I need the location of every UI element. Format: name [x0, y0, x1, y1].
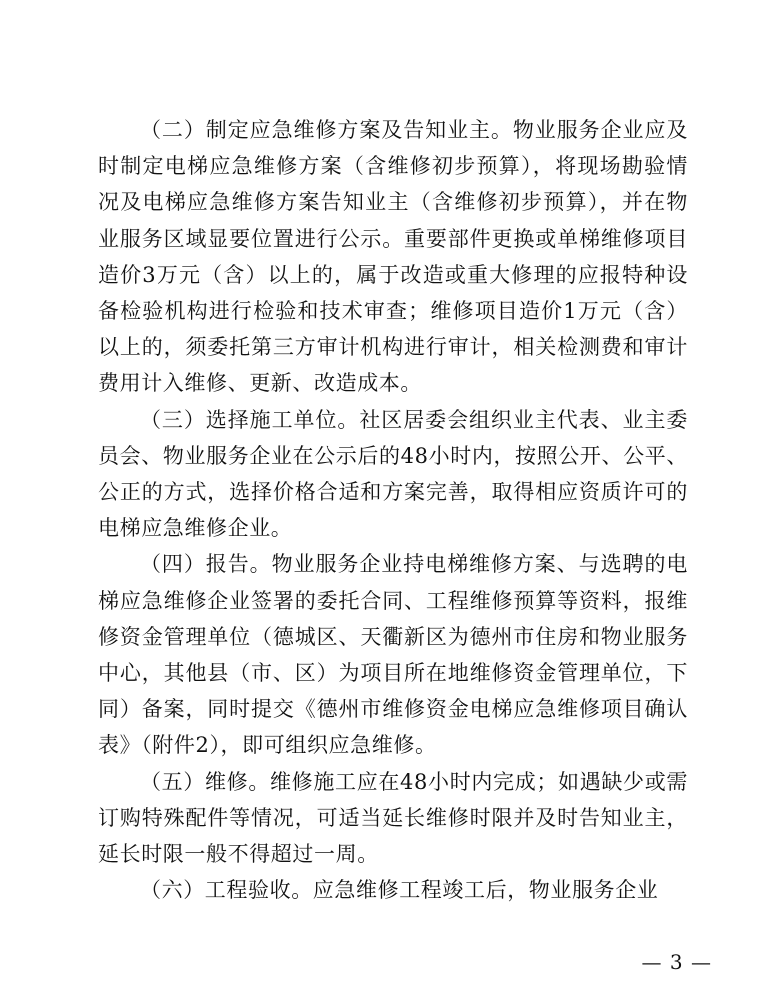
paragraph-report: （四）报告。物业服务企业持电梯维修方案、与选聘的电梯应急维修企业签署的委托合同、工程维修预算等资料，报维修资金管理单位（德城区、天衢新区为德州市住房和物业服务中心，其他县（市、区）为项目所在地维修资金管理单位，下同）备案，同时提交《德州市维修资金电梯应急维修项目确认表》（附件2），即可组织应急维修。 [98, 552, 688, 758]
paragraph-repair: （五）维修。维修施工应在48小时内完成；如遇缺少或需订购特殊配件等情况，可适当延长维修时限并及时告知业主，延长时限一般不得超过一周。 [98, 769, 688, 867]
page-number: — 3 — [641, 950, 712, 974]
paragraph-select-contractor: （三）选择施工单位。社区居委会组织业主代表、业主委员会、物业服务企业在公示后的48小时内，按照公开、公平、公正的方式，选择价格合适和方案完善，取得相应资质许可的电梯应急维修企业。 [98, 407, 688, 541]
paragraph-emergency-repair-plan: （二）制定应急维修方案及告知业主。物业服务企业应及时制定电梯应急维修方案（含维修初步预算），将现场勘验情况及电梯应急维修方案告知业主（含维修初步预算），并在物业服务区域显要位置进行公示。重要部件更换或单梯维修项目造价3万元（含）以上的，属于改造或重大修理的应报特种设备检验机构进行检验和技术审查；维修项目造价1万元（含）以上的，须委托第三方审计机构进行审计，相关检测费和审计费用计入维修、更新、改造成本。 [98, 118, 688, 396]
document-body [98, 112, 688, 908]
paragraph-acceptance: （六）工程验收。应急维修工程竣工后，物业服务企业 [140, 878, 659, 903]
